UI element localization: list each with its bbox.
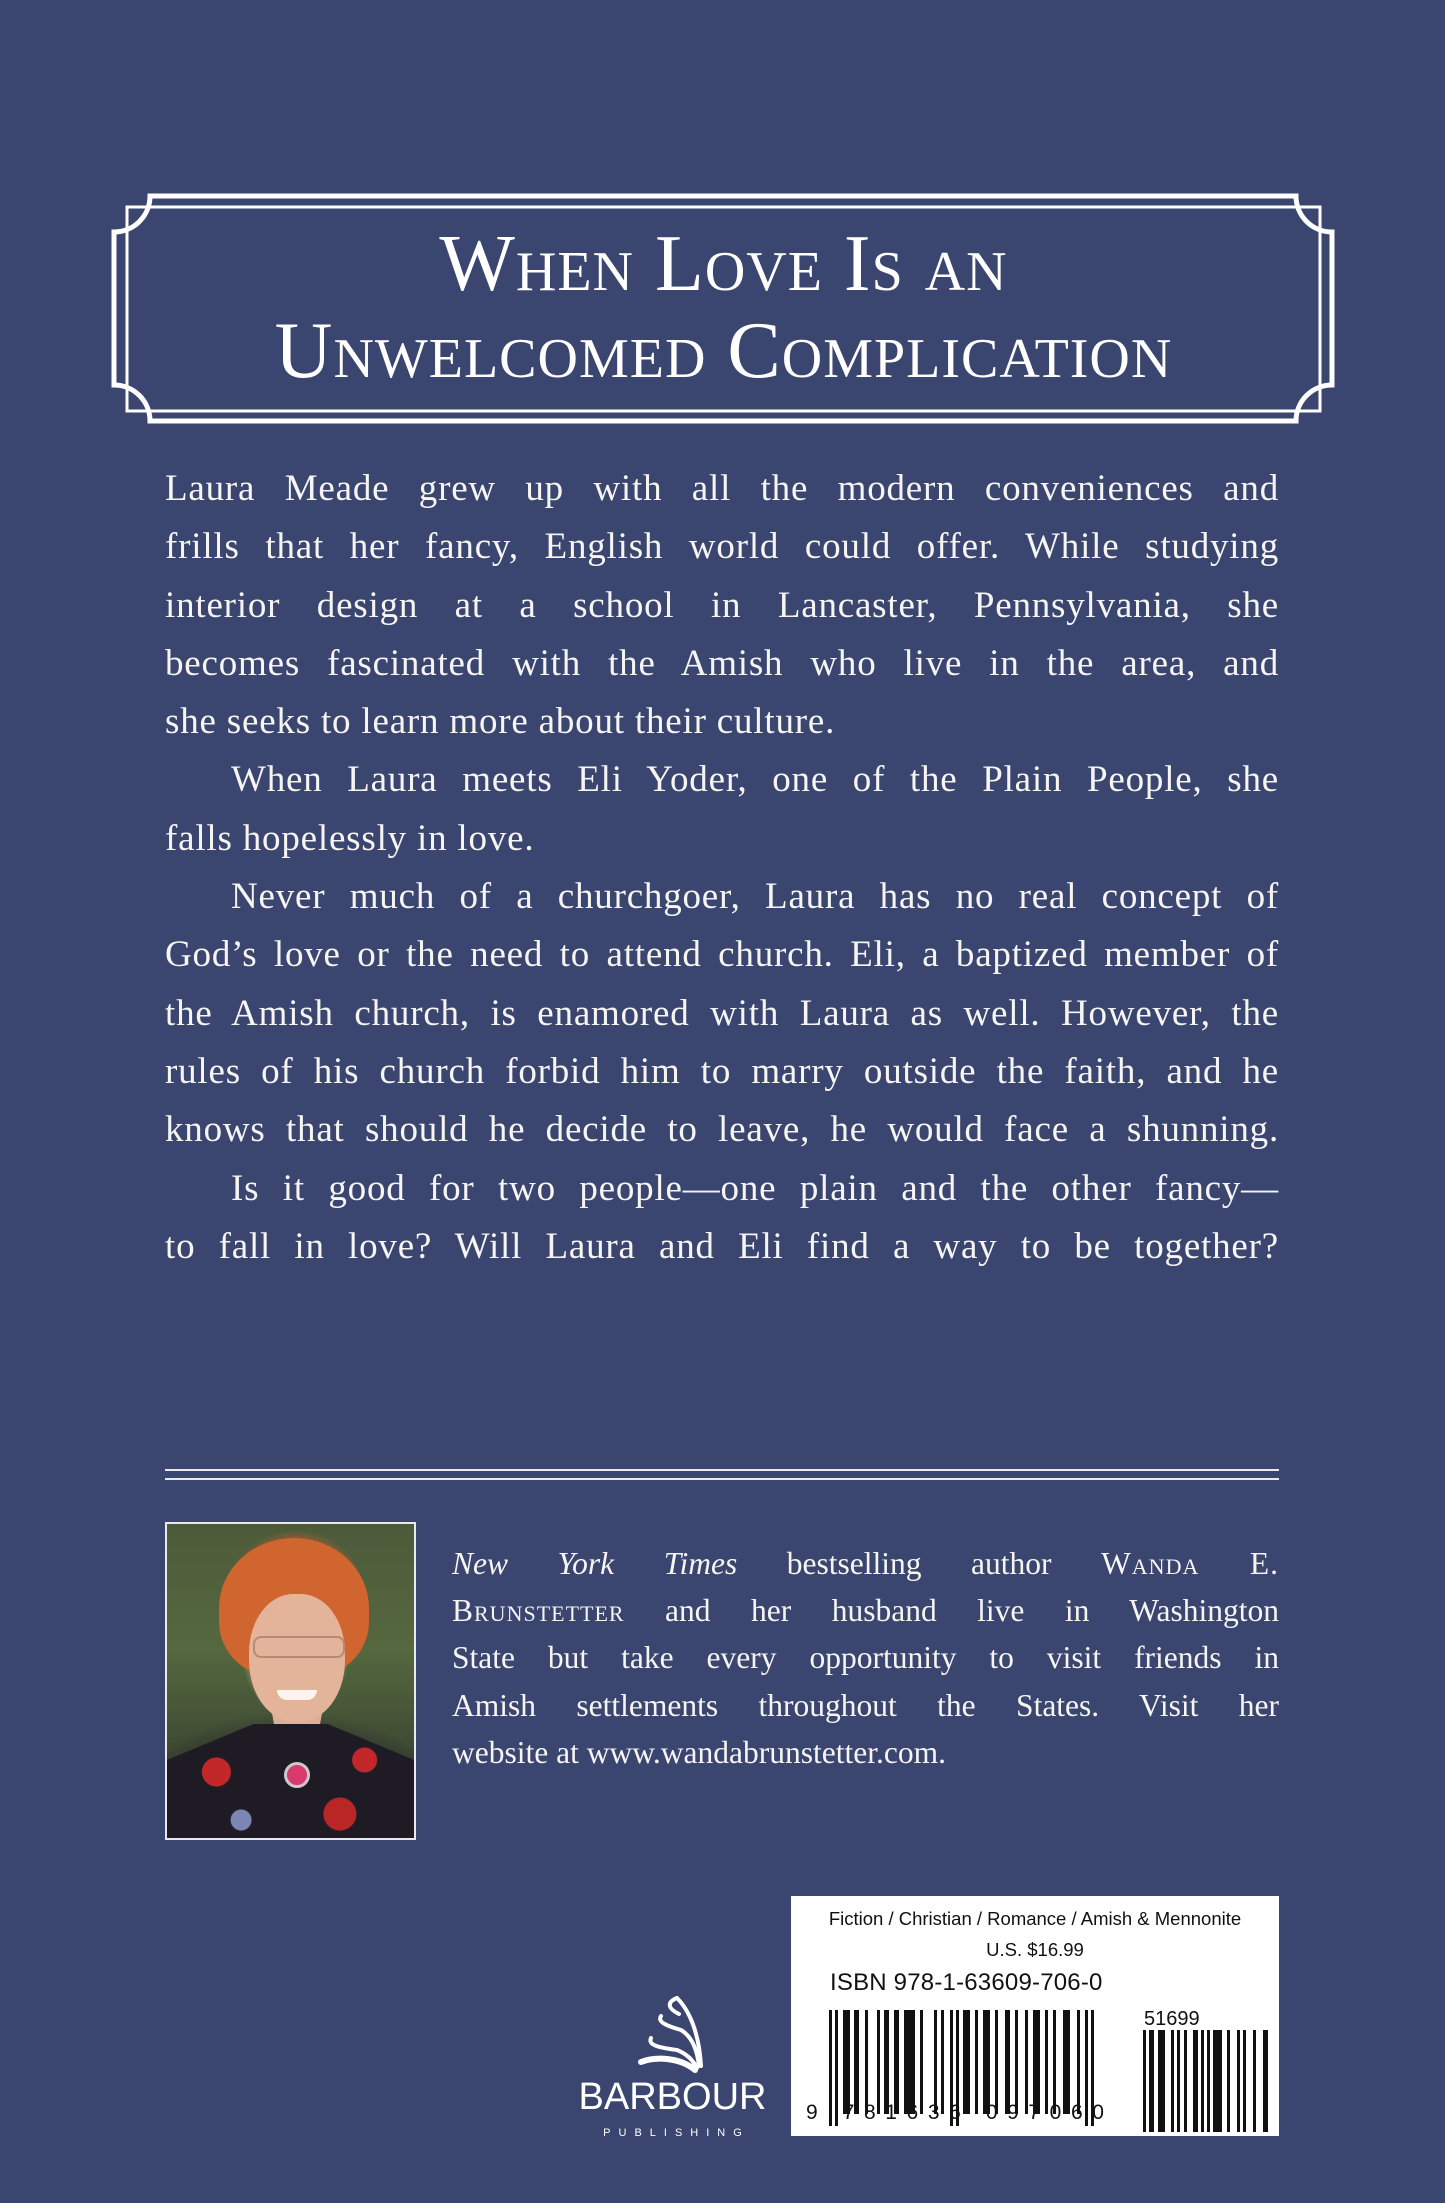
isbn-label: ISBN 978-1-63609-706-0 [830,1969,1103,1996]
blurb-line: Never much of a churchgoer, Laura has no real concept of [231,876,1279,918]
title-line-1: When Love Is an [439,220,1008,308]
blurb-line: Laura Meade grew up with all the modern conveniences and [165,468,1279,509]
blurb-line: When Laura meets Eli Yoder, one of the Plain People, she [231,759,1279,801]
blurb-line: the Amish church, is enamored with Laura as well. However, the [165,992,1279,1034]
blurb-line: knows that should he decide to leave, he would face a shunning. [165,1109,1279,1151]
author-photo [165,1522,416,1840]
author-bio [452,1540,1279,1776]
blurb-line: rules of his church forbid him to marry outside the faith, and he [165,1050,1279,1092]
blurb-line: falls hopelessly in love. [165,817,535,859]
addon-barcode-icon [1143,2030,1273,2132]
blurb-line: God’s love or the need to attend church. Eli, a baptized member of [165,934,1279,976]
barcode-box [791,1896,1279,2136]
barcode-digits: 9 781636 097060 [806,2101,1114,2124]
blurb-line: frills that her fancy, English world could offer. While studying [165,526,1279,568]
bio-website-line: website at www.wandabrunstetter.com. [452,1734,946,1770]
bio-text: and her husband live in Washington [665,1593,1280,1629]
divider-rule [165,1478,1279,1480]
bio-line [452,1540,1279,1587]
author-name-first: Wanda E. [1101,1546,1279,1581]
photo-pendant [284,1762,310,1788]
blurb [165,460,1279,1276]
author-name-last: Brunstetter [452,1593,625,1629]
category-label: Fiction / Christian / Romance / Amish & Mennonite [828,1908,1242,1929]
photo-smile [277,1690,317,1700]
blurb-line: Is it good for two people—one plain and the other fancy— [231,1167,1279,1209]
photo-face [249,1594,345,1722]
price-label: U.S. $16.99 [986,1939,1084,1960]
blurb-line: becomes fascinated with the Amish who live in the area, and [165,642,1279,684]
bio-line: Amish settlements throughout the States. Visit her [452,1687,1279,1723]
publisher-sub: PUBLISHING [603,2127,750,2139]
title-block [127,206,1320,410]
blurb-line: she seeks to learn more about their culture. [165,701,836,743]
sail-icon [637,1992,709,2074]
blurb-line: to fall in love? Will Laura and Eli find a way to be together? [165,1225,1279,1267]
title-line-2: Unwelcomed Complication [274,307,1173,395]
publisher-name: BARBOUR [578,2076,767,2118]
photo-glasses [253,1636,345,1658]
bio-line: State but take every opportunity to visit friends in [452,1640,1279,1676]
publisher-logo [575,1990,770,2140]
blurb-line: interior design at a school in Lancaster, Pennsylvania, she [165,584,1279,626]
bio-text: bestselling author [786,1546,1052,1581]
publication-name: New York Times [452,1546,738,1581]
bio-line [452,1587,1279,1634]
divider-rule [165,1469,1279,1471]
addon-price-code: 51699 [1144,2008,1200,2030]
